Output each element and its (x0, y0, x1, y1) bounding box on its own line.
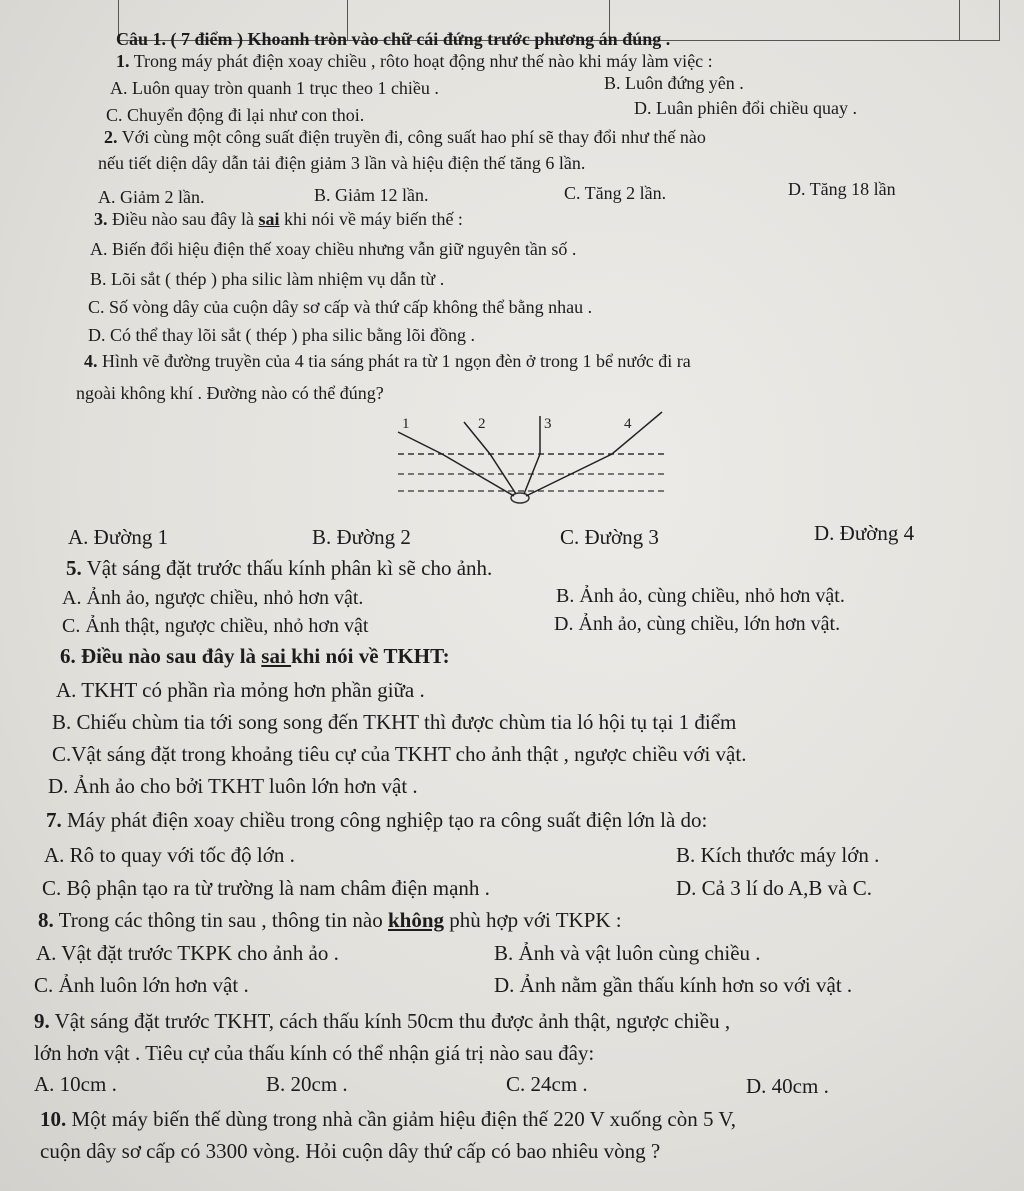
question-text-post: khi nói về TKHT: (291, 644, 450, 668)
question-text: Hình vẽ đường truyền của 4 tia sáng phát ra từ 1 ngọn đèn ở trong 1 bể nước đi ra (102, 351, 691, 371)
ray-label-2: 2 (478, 416, 486, 432)
question-text-post: khi nói về máy biến thế : (279, 209, 463, 229)
question-text-post: phù hợp với TKPK : (444, 908, 622, 932)
question-4 (84, 350, 691, 372)
question-text-pre: Điều nào sau đây là (112, 209, 259, 229)
q2-option-b[interactable]: B. Giảm 12 lần. (314, 185, 429, 205)
question-9 (34, 1008, 730, 1034)
q7-option-b[interactable]: B. Kích thước máy lớn . (676, 843, 880, 867)
section-title: Câu 1. ( 7 điểm ) Khoanh tròn vào chữ cái đứng trước phương án đúng . (116, 29, 671, 49)
q6-option-c[interactable]: C.Vật sáng đặt trong khoảng tiêu cự của TKHT cho ảnh thật , ngược chiều với vật. (52, 742, 747, 766)
q8-option-c[interactable]: C. Ảnh luôn lớn hơn vật . (34, 973, 249, 997)
question-number: 10. (40, 1107, 67, 1131)
ray-label-4: 4 (624, 416, 632, 432)
q1-option-d[interactable]: D. Luân phiên đổi chiều quay . (634, 98, 857, 118)
refraction-diagram (392, 408, 672, 508)
q2-option-c[interactable]: C. Tăng 2 lần. (564, 183, 667, 203)
question-text: Một máy biến thế dùng trong nhà cần giảm hiệu điện thế 220 V xuống còn 5 V, (71, 1107, 737, 1131)
q4-option-d[interactable]: D. Đường 4 (814, 521, 915, 545)
q1-option-c[interactable]: C. Chuyển động đi lại như con thoi. (106, 105, 365, 125)
question-number: 5. (66, 556, 82, 580)
emphasis-word: sai (258, 209, 280, 229)
question-10-text-cont: cuộn dây sơ cấp có 3300 vòng. Hỏi cuộn dây thứ cấp có bao nhiêu vòng ? (40, 1139, 661, 1163)
question-number: 4. (84, 351, 98, 371)
question-number: 7. (46, 808, 62, 832)
question-text: Với cùng một công suất điện truyền đi, công suất hao phí sẽ thay đổi như thế nào (121, 127, 706, 147)
q9-option-c[interactable]: C. 24cm . (506, 1072, 588, 1096)
q2-option-a[interactable]: A. Giảm 2 lần. (98, 187, 205, 207)
q4-option-b[interactable]: B. Đường 2 (312, 525, 411, 549)
question-number: 6. (60, 644, 76, 668)
question-10 (40, 1106, 736, 1132)
q4-option-a[interactable]: A. Đường 1 (68, 525, 169, 549)
question-5 (66, 555, 492, 581)
q3-option-b[interactable]: B. Lõi sắt ( thép ) pha silic làm nhiệm vụ dẫn từ . (90, 269, 445, 289)
emphasis-word: sai (261, 644, 292, 668)
question-6 (60, 643, 450, 669)
q6-option-a[interactable]: A. TKHT có phần rìa mỏng hơn phần giữa . (56, 678, 425, 702)
emphasis-word: không (388, 908, 445, 932)
question-text-pre: Trong các thông tin sau , thông tin nào (58, 908, 388, 932)
question-number: 8. (38, 908, 54, 932)
question-number: 1. (116, 51, 130, 71)
question-number: 3. (94, 209, 108, 229)
q7-option-c[interactable]: C. Bộ phận tạo ra từ trường là nam châm điện mạnh . (42, 876, 490, 900)
q5-option-a[interactable]: A. Ảnh ảo, ngược chiều, nhỏ hơn vật. (62, 587, 364, 609)
question-7 (46, 807, 707, 833)
q8-option-d[interactable]: D. Ảnh nằm gần thấu kính hơn so với vật . (494, 973, 853, 997)
question-text: Trong máy phát điện xoay chiều , rôto hoạt động như thế nào khi máy làm việc : (133, 51, 713, 71)
q7-option-a[interactable]: A. Rô to quay với tốc độ lớn . (44, 843, 295, 867)
q1-option-b[interactable]: B. Luôn đứng yên . (604, 73, 744, 93)
question-text: Máy phát điện xoay chiều trong công nghiệp tạo ra công suất điện lớn là do: (67, 808, 708, 832)
ray-label-3: 3 (544, 416, 552, 432)
question-number: 9. (34, 1009, 50, 1033)
q3-option-d[interactable]: D. Có thể thay lõi sắt ( thép ) pha silic bằng lõi đồng . (88, 325, 475, 345)
question-4-text-cont: ngoài không khí . Đường nào có thể đúng? (76, 383, 384, 403)
question-3 (94, 208, 463, 230)
q9-option-a[interactable]: A. 10cm . (34, 1072, 117, 1096)
q6-option-d[interactable]: D. Ảnh ảo cho bởi TKHT luôn lớn hơn vật . (48, 774, 418, 798)
q7-option-d[interactable]: D. Cả 3 lí do A,B và C. (676, 876, 873, 900)
q4-option-c[interactable]: C. Đường 3 (560, 525, 659, 549)
question-8 (38, 907, 622, 933)
q3-option-a[interactable]: A. Biến đổi hiệu điện thế xoay chiều nhưng vẫn giữ nguyên tần số . (90, 239, 577, 259)
q8-option-a[interactable]: A. Vật đặt trước TKPK cho ảnh ảo . (36, 941, 339, 965)
q1-option-a[interactable]: A. Luôn quay tròn quanh 1 trục theo 1 chiều . (110, 78, 439, 98)
q9-option-d[interactable]: D. 40cm . (746, 1074, 829, 1098)
q5-option-c[interactable]: C. Ảnh thật, ngược chiều, nhỏ hơn vật (62, 615, 369, 637)
q6-option-b[interactable]: B. Chiếu chùm tia tới song song đến TKHT thì được chùm tia ló hội tụ tại 1 điểm (52, 710, 737, 734)
question-number: 2. (104, 127, 118, 147)
question-text: Vật sáng đặt trước TKHT, cách thấu kính 50cm thu được ảnh thật, ngược chiều , (54, 1009, 731, 1033)
header-divider (959, 0, 960, 40)
q5-option-b[interactable]: B. Ảnh ảo, cùng chiều, nhỏ hơn vật. (556, 585, 845, 607)
q8-option-b[interactable]: B. Ảnh và vật luôn cùng chiều . (494, 941, 761, 965)
question-text: Vật sáng đặt trước thấu kính phân kì sẽ cho ảnh. (86, 556, 493, 580)
q5-option-d[interactable]: D. Ảnh ảo, cùng chiều, lớn hơn vật. (554, 613, 841, 635)
q9-option-b[interactable]: B. 20cm . (266, 1072, 348, 1096)
q3-option-c[interactable]: C. Số vòng dây của cuộn dây sơ cấp và thứ cấp không thể bằng nhau . (88, 297, 593, 317)
question-9-text-cont: lớn hơn vật . Tiêu cự của thấu kính có thể nhận giá trị nào sau đây: (34, 1041, 595, 1065)
q2-option-d[interactable]: D. Tăng 18 lần (788, 179, 896, 199)
question-2-text-cont: nếu tiết diện dây dẫn tải điện giảm 3 lần và hiệu điện thế tăng 6 lần. (98, 153, 586, 173)
ray-label-1: 1 (402, 416, 410, 432)
ray-2 (464, 422, 516, 494)
ray-3 (524, 416, 540, 494)
question-1 (116, 50, 713, 72)
question-text-pre: Điều nào sau đây là (81, 644, 262, 668)
lamp-icon (511, 493, 529, 503)
question-2 (104, 126, 706, 148)
